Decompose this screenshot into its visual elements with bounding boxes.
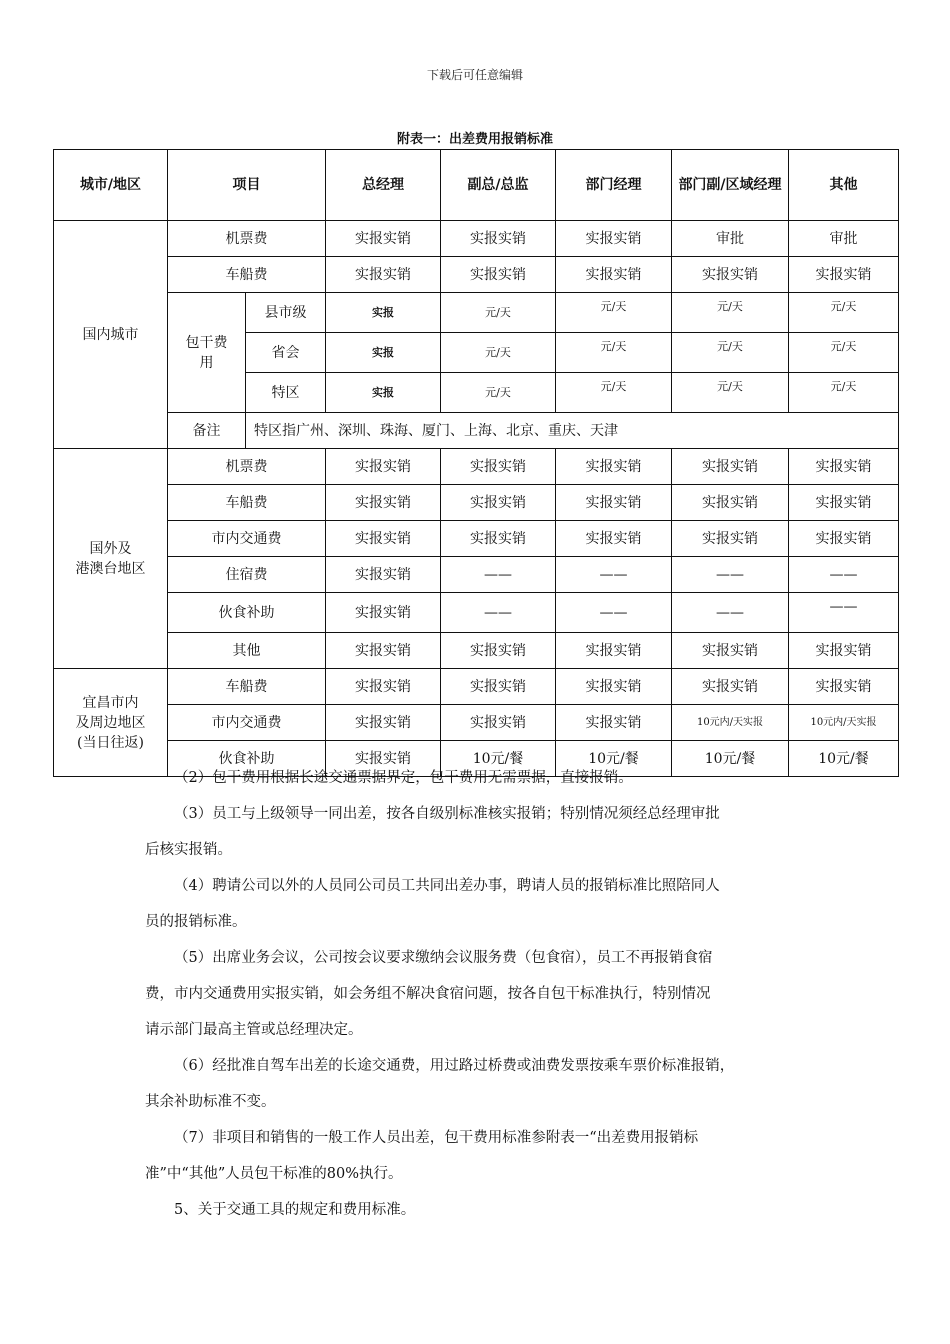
cell: 实报实销 <box>326 593 441 633</box>
cell: 实报实销 <box>672 669 789 705</box>
cell: 实报实销 <box>326 669 441 705</box>
paragraph-6-line2: 其余补助标准不变。 <box>145 1094 276 1110</box>
cell: 实报实销 <box>556 221 672 257</box>
header-department-manager: 部门经理 <box>556 150 672 221</box>
cell: 审批 <box>789 221 899 257</box>
cell: 10元/餐 <box>441 741 556 777</box>
cell: 审批 <box>672 221 789 257</box>
cell: 实报实销 <box>789 633 899 669</box>
cell: 实报实销 <box>441 485 556 521</box>
cell: 实报实销 <box>326 221 441 257</box>
cell: 元/天 <box>556 333 672 373</box>
item-label: 市内交通费 <box>168 521 326 557</box>
table-header-row <box>54 150 899 221</box>
paragraph-6-line1: （6）经批准自驾车出差的长途交通费，用过路过桥费或油费发票按乘车票价标准报销， <box>174 1058 735 1074</box>
item-label: 县市级 <box>246 293 326 333</box>
cell: 实报实销 <box>326 485 441 521</box>
cell: —— <box>672 593 789 633</box>
cell: 实报实销 <box>789 669 899 705</box>
cell: 实报实销 <box>789 257 899 293</box>
region-overseas-line2: 港澳台地区 <box>75 560 146 577</box>
item-label: 车船费 <box>168 485 326 521</box>
table-row <box>54 449 899 485</box>
cell: 实报实销 <box>326 741 441 777</box>
header-deputy-director: 副总/总监 <box>441 150 556 221</box>
cell: —— <box>441 593 556 633</box>
cell: 实报实销 <box>326 633 441 669</box>
header-deputy-regional-manager: 部门副/区域经理 <box>672 150 789 221</box>
header-note: 下载后可任意编辑 <box>426 68 523 82</box>
item-label: 住宿费 <box>168 557 326 593</box>
region-overseas <box>54 449 168 669</box>
cell: 实报 <box>326 293 441 333</box>
cell: 元/天 <box>441 333 556 373</box>
paragraph-5-line3: 请示部门最高主管或总经理决定。 <box>145 1022 363 1038</box>
cell: 实报实销 <box>672 485 789 521</box>
reimbursement-standards-table <box>53 149 899 777</box>
cell: 实报实销 <box>556 705 672 741</box>
cell: 实报实销 <box>556 485 672 521</box>
table-row <box>54 521 899 557</box>
cell: 10元内/天实报 <box>672 705 789 741</box>
cell: 10元/餐 <box>672 741 789 777</box>
cell: 实报实销 <box>326 557 441 593</box>
table-row <box>54 593 899 633</box>
cell: 实报实销 <box>556 449 672 485</box>
table-row <box>54 257 899 293</box>
header-others: 其他 <box>789 150 899 221</box>
header-region: 城市/地区 <box>54 150 168 221</box>
cell: 元/天 <box>441 293 556 333</box>
allowance-label <box>168 293 246 413</box>
notes-text: 特区指广州、深圳、珠海、厦门、上海、北京、重庆、天津 <box>246 413 899 449</box>
paragraph-5-line1: （5）出席业务会议，公司按会议要求缴纳会议服务费（包食宿），员工不再报销食宿 <box>174 950 713 966</box>
cell: 实报实销 <box>441 257 556 293</box>
cell: —— <box>441 557 556 593</box>
cell: 实报实销 <box>441 633 556 669</box>
item-label: 机票费 <box>168 449 326 485</box>
cell: 实报实销 <box>556 633 672 669</box>
cell: 实报实销 <box>441 669 556 705</box>
table-row <box>54 413 899 449</box>
table-row <box>54 669 899 705</box>
cell: 实报实销 <box>789 449 899 485</box>
header-general-manager: 总经理 <box>326 150 441 221</box>
cell: 实报实销 <box>441 705 556 741</box>
cell: 实报实销 <box>556 521 672 557</box>
cell: —— <box>556 557 672 593</box>
item-label: 省会 <box>246 333 326 373</box>
cell: 元/天 <box>556 373 672 413</box>
paragraph-8: 5、关于交通工具的规定和费用标准。 <box>174 1202 416 1218</box>
region-local-line1: 宜昌市内 <box>82 694 139 711</box>
cell: 实报实销 <box>326 449 441 485</box>
item-label: 伙食补助 <box>168 593 326 633</box>
cell: 实报实销 <box>672 257 789 293</box>
cell: 实报实销 <box>556 669 672 705</box>
cell: 实报实销 <box>441 221 556 257</box>
notes-label: 备注 <box>168 413 246 449</box>
cell: 元/天 <box>672 333 789 373</box>
cell: 实报实销 <box>556 257 672 293</box>
table-row <box>54 293 899 333</box>
item-label: 其他 <box>168 633 326 669</box>
cell: 元/天 <box>672 373 789 413</box>
cell: 实报实销 <box>672 449 789 485</box>
cell: —— <box>789 557 899 593</box>
cell: 元/天 <box>441 373 556 413</box>
region-local-line3: (当日往返) <box>77 734 144 751</box>
cell: 10元/餐 <box>556 741 672 777</box>
paragraph-5-line2: 费，市内交通费用实报实销，如会务组不解决食宿问题，按各自包干标准执行，特别情况 <box>145 986 711 1002</box>
table-title: 附表一：出差费用报销标准 <box>396 132 553 147</box>
cell: 元/天 <box>789 333 899 373</box>
paragraph-4-line2: 员的报销标准。 <box>145 914 247 930</box>
item-label: 市内交通费 <box>168 705 326 741</box>
allowance-label-text: 包干费用 <box>185 334 228 371</box>
cell: 实报 <box>326 373 441 413</box>
cell: —— <box>789 593 899 633</box>
cell: 实报实销 <box>326 705 441 741</box>
cell: 实报实销 <box>789 521 899 557</box>
header-item: 项目 <box>168 150 326 221</box>
paragraph-3-line1: （3）员工与上级领导一同出差，按各自级别标准核实报销；特别情况须经总经理审批 <box>174 806 720 822</box>
table-row <box>54 221 899 257</box>
table-row <box>54 633 899 669</box>
item-label: 伙食补助 <box>168 741 326 777</box>
cell: 10元内/天实报 <box>789 705 899 741</box>
cell: 实报实销 <box>789 485 899 521</box>
cell: 元/天 <box>789 373 899 413</box>
region-overseas-line1: 国外及 <box>89 540 132 557</box>
table-row <box>54 705 899 741</box>
cell: —— <box>672 557 789 593</box>
cell: 实报实销 <box>441 449 556 485</box>
cell: 实报 <box>326 333 441 373</box>
item-label: 车船费 <box>168 257 326 293</box>
region-domestic: 国内城市 <box>54 221 168 449</box>
table-row <box>54 485 899 521</box>
cell: 元/天 <box>789 293 899 333</box>
paragraph-2: （2）包干费用根据长途交通票据界定，包干费用无需票据，直接报销。 <box>174 770 633 786</box>
cell: 实报实销 <box>326 521 441 557</box>
cell: 实报实销 <box>326 257 441 293</box>
item-label: 车船费 <box>168 669 326 705</box>
cell: —— <box>556 593 672 633</box>
cell: 实报实销 <box>672 521 789 557</box>
region-local-line2: 及周边地区 <box>75 714 146 731</box>
cell: 元/天 <box>556 293 672 333</box>
body-text <box>145 760 835 1228</box>
cell: 元/天 <box>672 293 789 333</box>
paragraph-7-line2: 准”中“其他”人员包干标准的80%执行。 <box>145 1166 403 1182</box>
cell: 实报实销 <box>672 633 789 669</box>
paragraph-4-line1: （4）聘请公司以外的人员同公司员工共同出差办事，聘请人员的报销标准比照陪同人 <box>174 878 720 894</box>
paragraph-7-line1: （7）非项目和销售的一般工作人员出差，包干费用标准参附表一“出差费用报销标 <box>174 1130 699 1146</box>
item-label: 机票费 <box>168 221 326 257</box>
cell: 10元/餐 <box>789 741 899 777</box>
paragraph-3-line2: 后核实报销。 <box>145 842 232 858</box>
item-label: 特区 <box>246 373 326 413</box>
table-row <box>54 557 899 593</box>
cell: 实报实销 <box>441 521 556 557</box>
